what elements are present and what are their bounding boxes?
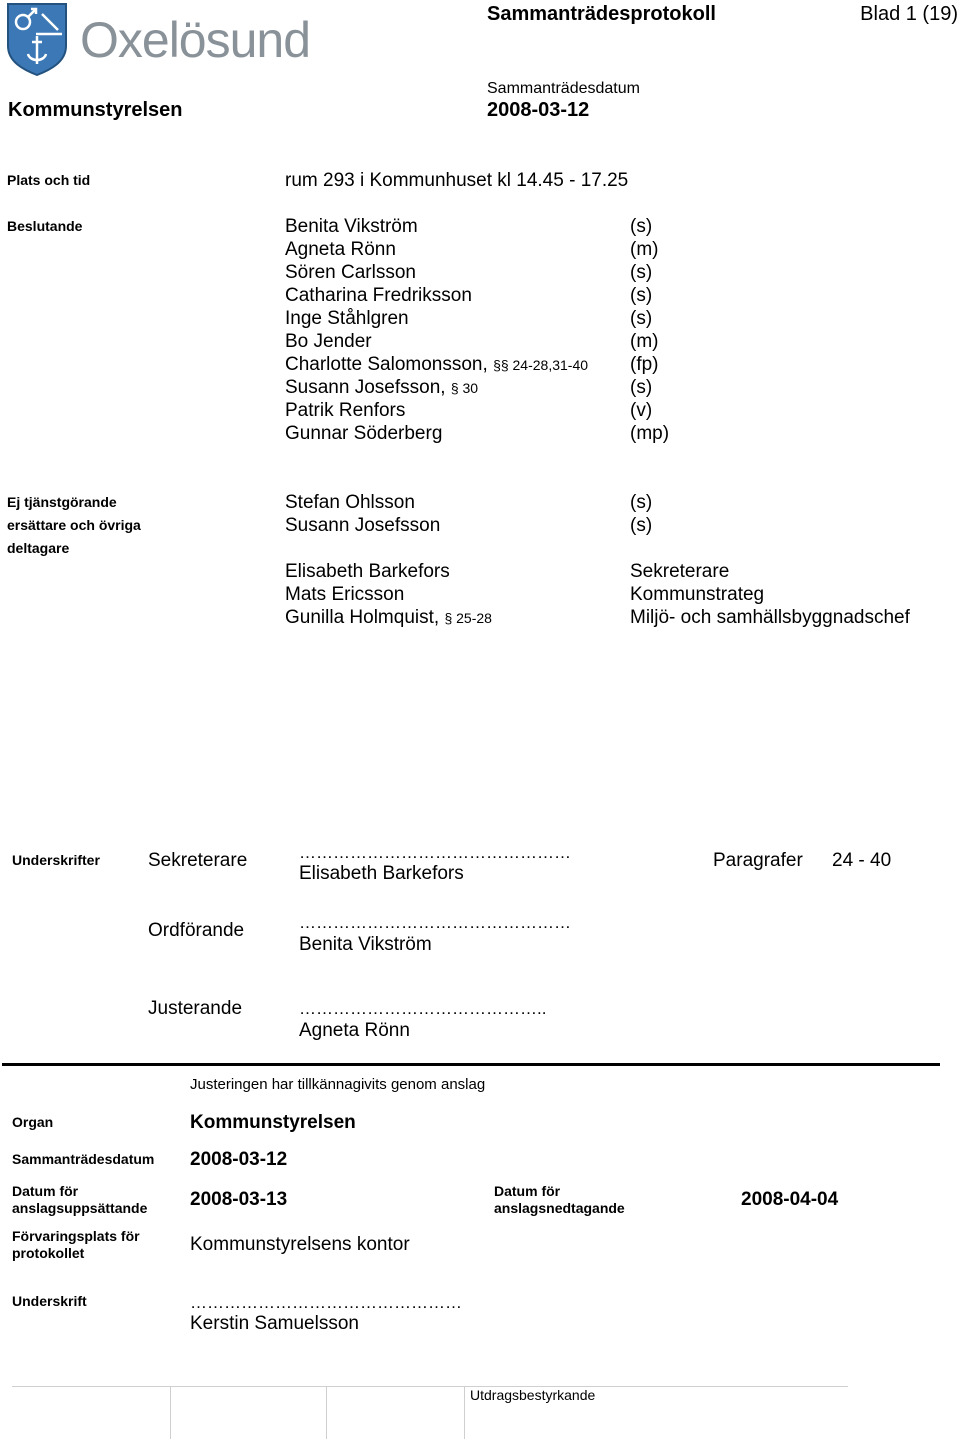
footer-cell-divider <box>326 1387 327 1439</box>
substitute-party: (s) <box>630 515 653 536</box>
section-divider <box>2 1063 940 1066</box>
removed-date-label-line: anslagsnedtagande <box>494 1200 625 1216</box>
member-party: (s) <box>630 285 653 306</box>
member-row <box>285 353 705 376</box>
signature-name: Benita Vikström <box>299 934 432 955</box>
member-name: Gunnar Söderberg <box>285 423 443 444</box>
official-note: § 25-28 <box>444 610 492 626</box>
storage-label-line: Förvaringsplats för <box>12 1228 140 1244</box>
official-row <box>285 606 945 629</box>
official-role: Miljö- och samhällsbyggnadschef <box>630 607 910 628</box>
official-row <box>285 560 945 583</box>
member-name: Benita Vikström <box>285 216 418 237</box>
member-party: (m) <box>630 331 659 352</box>
excerpt-label: Utdragsbestyrkande <box>470 1387 596 1403</box>
member-party: (s) <box>630 308 653 329</box>
member-party: (fp) <box>630 354 659 375</box>
paragraphs-label: Paragrafer <box>713 850 803 871</box>
notice-signature-line: ………………………………………… <box>190 1293 462 1312</box>
member-party: (v) <box>630 400 653 421</box>
member-name: Patrik Renfors <box>285 400 406 421</box>
signature-line: ………………………………………… <box>299 913 571 932</box>
member-row <box>285 376 705 399</box>
paragraphs-value: 24 - 40 <box>832 850 892 871</box>
member-party: (s) <box>630 377 653 398</box>
member-row <box>285 238 705 261</box>
signature-name: Elisabeth Barkefors <box>299 863 464 884</box>
others-label-line: deltagare <box>7 540 70 556</box>
substitute-party: (s) <box>630 492 653 513</box>
official-role: Kommunstrateg <box>630 584 765 605</box>
member-name: Charlotte Salomonsson, <box>285 354 488 375</box>
official-role: Sekreterare <box>630 561 730 582</box>
logo <box>6 2 336 78</box>
storage-label-line: protokollet <box>12 1245 85 1261</box>
notice-signature-name: Kerstin Samuelsson <box>190 1313 359 1334</box>
official-name: Mats Ericsson <box>285 584 405 605</box>
member-row <box>285 284 705 307</box>
substitute-row <box>285 514 945 537</box>
member-note: §§ 24-28,31-40 <box>493 357 589 373</box>
logo-wordmark: Oxelösund <box>80 12 311 68</box>
removed-date-label-line: Datum för <box>494 1183 561 1199</box>
posted-date-label <box>12 1183 147 1217</box>
document-title: Sammanträdesprotokoll <box>487 3 716 25</box>
meeting-date-label: Sammanträdesdatum <box>487 80 640 97</box>
posted-date-label-line: Datum för <box>12 1183 79 1199</box>
removed-date-value: 2008-04-04 <box>741 1189 839 1210</box>
signature-role: Sekreterare <box>148 850 248 871</box>
removed-date-label <box>494 1183 625 1217</box>
substitutes-list <box>285 491 945 537</box>
member-row <box>285 330 705 353</box>
member-row <box>285 399 705 422</box>
member-name: Susann Josefsson, <box>285 377 446 398</box>
member-row <box>285 215 705 238</box>
notice-date-value: 2008-03-12 <box>190 1149 288 1170</box>
deciding-label: Beslutande <box>7 218 83 234</box>
member-party: (m) <box>630 239 659 260</box>
posted-date-value: 2008-03-13 <box>190 1189 288 1210</box>
substitute-name: Susann Josefsson <box>285 515 441 536</box>
official-name: Gunilla Holmquist, <box>285 607 440 628</box>
notice-heading: Justeringen har tillkännagivits genom anslag <box>190 1076 486 1093</box>
signature-name: Agneta Rönn <box>299 1020 410 1041</box>
officials-list <box>285 560 945 629</box>
coat-of-arms-icon <box>6 2 68 76</box>
notice-signature-label: Underskrift <box>12 1293 87 1309</box>
member-name: Agneta Rönn <box>285 239 396 260</box>
member-name: Sören Carlsson <box>285 262 416 283</box>
member-party: (s) <box>630 216 653 237</box>
member-party: (s) <box>630 262 653 283</box>
member-row <box>285 307 705 330</box>
member-party: (mp) <box>630 423 670 444</box>
place-value: rum 293 i Kommunhuset kl 14.45 - 17.25 <box>285 170 629 191</box>
organ-label: Organ <box>12 1114 54 1130</box>
others-label-line: ersättare och övriga <box>7 517 141 533</box>
committee-name: Kommunstyrelsen <box>8 99 183 121</box>
signatures-label: Underskrifter <box>12 852 100 868</box>
footer-divider <box>12 1386 848 1387</box>
storage-value: Kommunstyrelsens kontor <box>190 1234 410 1255</box>
storage-label <box>12 1228 140 1262</box>
substitute-row <box>285 491 945 514</box>
signature-role: Justerande <box>148 998 243 1019</box>
notice-date-label: Sammanträdesdatum <box>12 1151 155 1167</box>
sheet-number: Blad 1 (19) <box>860 3 958 25</box>
meeting-date: 2008-03-12 <box>487 99 590 121</box>
substitute-name: Stefan Ohlsson <box>285 492 415 513</box>
others-label <box>7 491 141 560</box>
signature-line: ………………………………………… <box>299 843 571 862</box>
member-name: Inge Ståhlgren <box>285 308 409 329</box>
footer-cell-divider <box>170 1387 171 1439</box>
deciding-list <box>285 215 705 445</box>
signature-role: Ordförande <box>148 920 245 941</box>
member-name: Catharina Fredriksson <box>285 285 472 306</box>
others-label-line: Ej tjänstgörande <box>7 494 117 510</box>
place-label: Plats och tid <box>7 172 91 188</box>
member-row <box>285 422 705 445</box>
member-name: Bo Jender <box>285 331 372 352</box>
organ-value: Kommunstyrelsen <box>190 1112 356 1133</box>
posted-date-label-line: anslagsuppsättande <box>12 1200 148 1216</box>
member-note: § 30 <box>450 380 479 396</box>
member-row <box>285 261 705 284</box>
official-name: Elisabeth Barkefors <box>285 561 450 582</box>
official-row <box>285 583 945 606</box>
signature-line: …………………………………….. <box>299 999 547 1018</box>
footer-cell-divider <box>464 1387 465 1439</box>
